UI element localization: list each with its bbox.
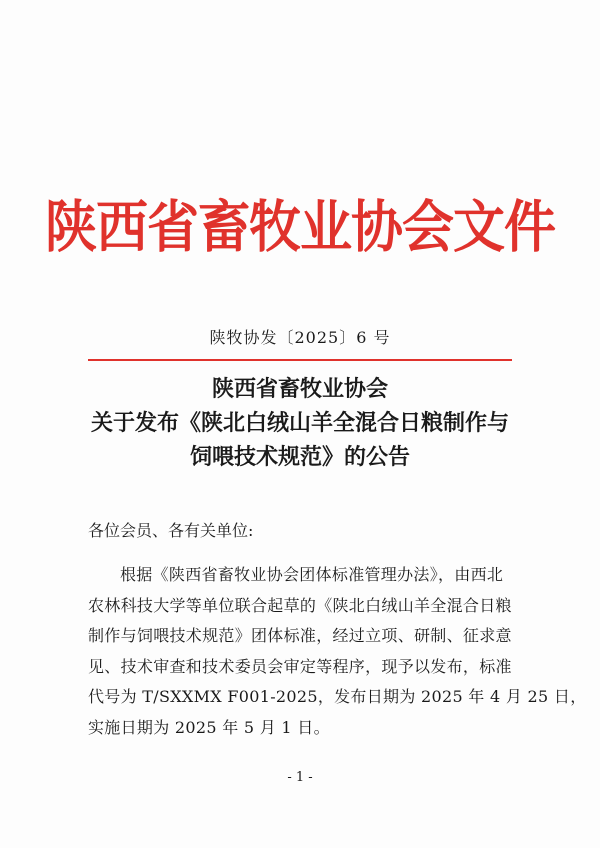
salutation: 各位会员、各有关单位: [88,521,254,540]
headline-line-3: 饲喂技术规范》的公告 [189,444,410,470]
body-line: 制作与饲喂技术规范》团体标准，经过立项、研制、征求意 [88,626,512,645]
notice-headline [0,372,600,474]
page-number: - 1 - [287,770,313,785]
body-paragraph [88,560,587,743]
body-line: 农林科技大学等单位联合起草的《陕北白绒山羊全混合日粮 [88,595,512,615]
red-divider-line [88,359,512,361]
masthead-title: 陕西省畜牧业协会文件 [44,194,555,261]
headline-line-1: 陕西省畜牧业协会 [211,376,388,402]
body-line: 代号为 T/SXXMX F001-2025，发布日期为 2025 年 4 月 25 日， [88,687,587,706]
headline-line-2: 关于发布《陕北白绒山羊全混合日粮制作与 [90,410,509,436]
body-line: 根据《陕西省畜牧业协会团体标准管理办法》，由西北 [120,565,504,584]
body-line: 实施日期为 2025 年 5 月 1 日。 [88,717,330,737]
document-number: 陕牧协发〔2025〕6 号 [209,328,391,347]
body-line: 见、技术审查和技术委员会审定等程序，现予以发布，标准 [88,656,512,676]
